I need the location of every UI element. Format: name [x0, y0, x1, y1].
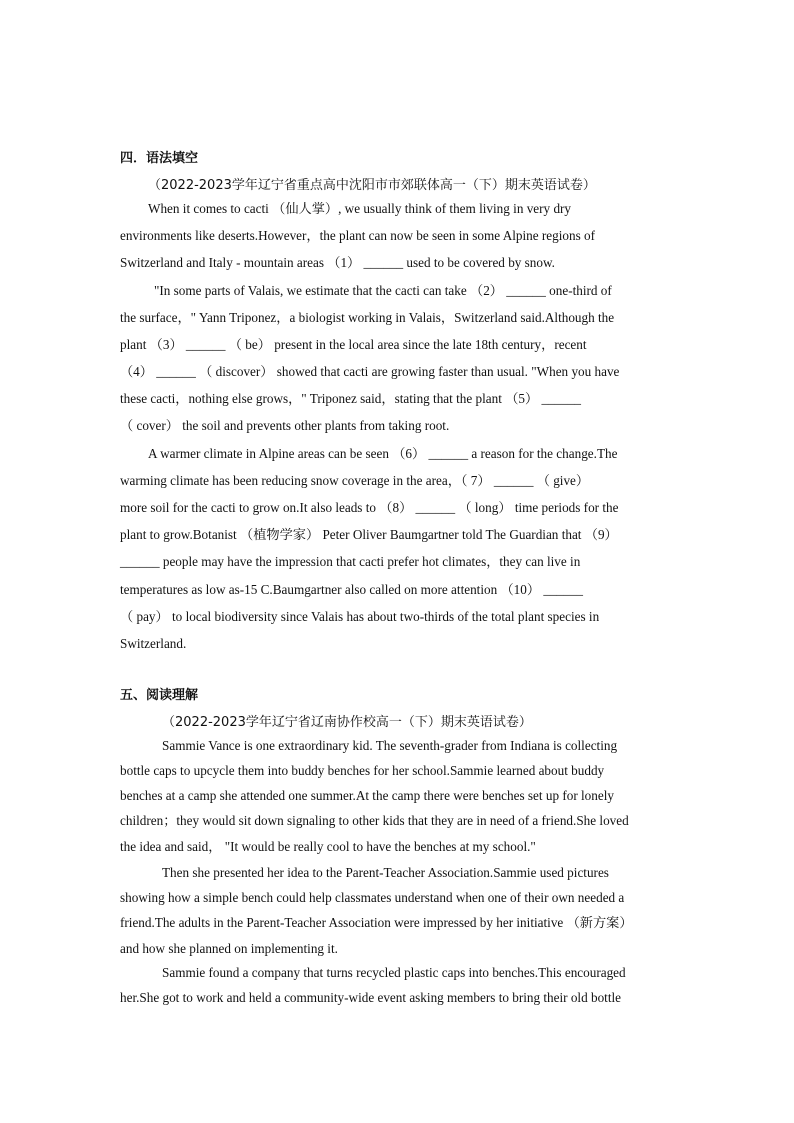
passage-line: （ cover） the soil and prevents other plants from taking root.	[120, 418, 450, 433]
passage-line: bottle caps to upcycle them into buddy benches for her school.Sammie learned about buddy	[120, 763, 605, 778]
question-source: （2022-2023学年辽宁省重点高中沈阳市市郊联体高一（下）期末英语试卷）	[148, 178, 596, 193]
passage-line: showing how a simple bench could help classmates understand when one of their own needed a	[120, 890, 625, 905]
passage-line: these cacti，nothing else grows，" Triponez said，stating that the plant （5） ______	[120, 391, 582, 406]
section-heading-grammar: 四．语法填空	[120, 151, 199, 166]
passage-line: environments like deserts.However，the plant can now be seen in some Alpine regions of	[120, 228, 595, 243]
passage-line: plant （3） ______ （ be） present in the local area since the late 18th century，recent	[120, 337, 587, 352]
passage-line: the idea and said， "It would be really cool to have the benches at my school."	[120, 839, 536, 854]
passage-line: warming climate has been reducing snow coverage in the area，（ 7） ______ （ give）	[120, 473, 590, 488]
passage-line: more soil for the cacti to grow on.It also leads to （8） ______ （ long） time periods for the	[120, 500, 619, 515]
passage-line: Switzerland.	[120, 636, 187, 651]
passage-line: friend.The adults in the Parent-Teacher Association were impressed by her initiative （新方案）	[120, 915, 633, 930]
passage-line: and how she planned on implementing it.	[120, 941, 338, 956]
question-source: （2022-2023学年辽宁省辽南协作校高一（下）期末英语试卷）	[162, 715, 532, 730]
passage-line: the surface，" Yann Triponez，a biologist working in Valais，Switzerland said.Although the	[120, 310, 615, 325]
passage-line: benches at a camp she attended one summer.At the camp there were benches set up for lonely	[120, 788, 614, 803]
passage-line: （4） ______ （ discover） showed that cacti are growing faster than usual. "When you have	[120, 364, 620, 379]
passage-line: children；they would sit down signaling to other kids that they are in need of a friend.She loved	[120, 813, 629, 828]
passage-line: When it comes to cacti （仙人掌）, we usually think of them living in very dry	[148, 201, 572, 216]
passage-line: Sammie Vance is one extraordinary kid. The seventh-grader from Indiana is collecting	[162, 738, 618, 753]
passage-line: （ pay） to local biodiversity since Valais has about two-thirds of the total plant species in	[120, 609, 600, 624]
passage-line: A warmer climate in Alpine areas can be seen （6） ______ a reason for the change.The	[148, 446, 618, 461]
passage-line: Sammie found a company that turns recycled plastic caps into benches.This encouraged	[162, 965, 626, 980]
passage-line: "In some parts of Valais, we estimate that the cacti can take （2） ______ one-third of	[154, 283, 612, 298]
passage-line: temperatures as low as-15 C.Baumgartner also called on more attention （10） ______	[120, 582, 583, 597]
passage-line: Then she presented her idea to the Parent-Teacher Association.Sammie used pictures	[162, 865, 609, 880]
passage-line: her.She got to work and held a community-wide event asking members to bring their old bottle	[120, 990, 622, 1005]
passage-line: plant to grow.Botanist （植物学家） Peter Oliver Baumgartner told The Guardian that （9）	[120, 527, 618, 542]
passage-line: Switzerland and Italy - mountain areas （1） ______ used to be covered by snow.	[120, 255, 555, 270]
section-heading-reading: 五、阅读理解	[120, 688, 199, 703]
passage-line: ______ people may have the impression that cacti prefer hot climates，they can live in	[120, 554, 581, 569]
